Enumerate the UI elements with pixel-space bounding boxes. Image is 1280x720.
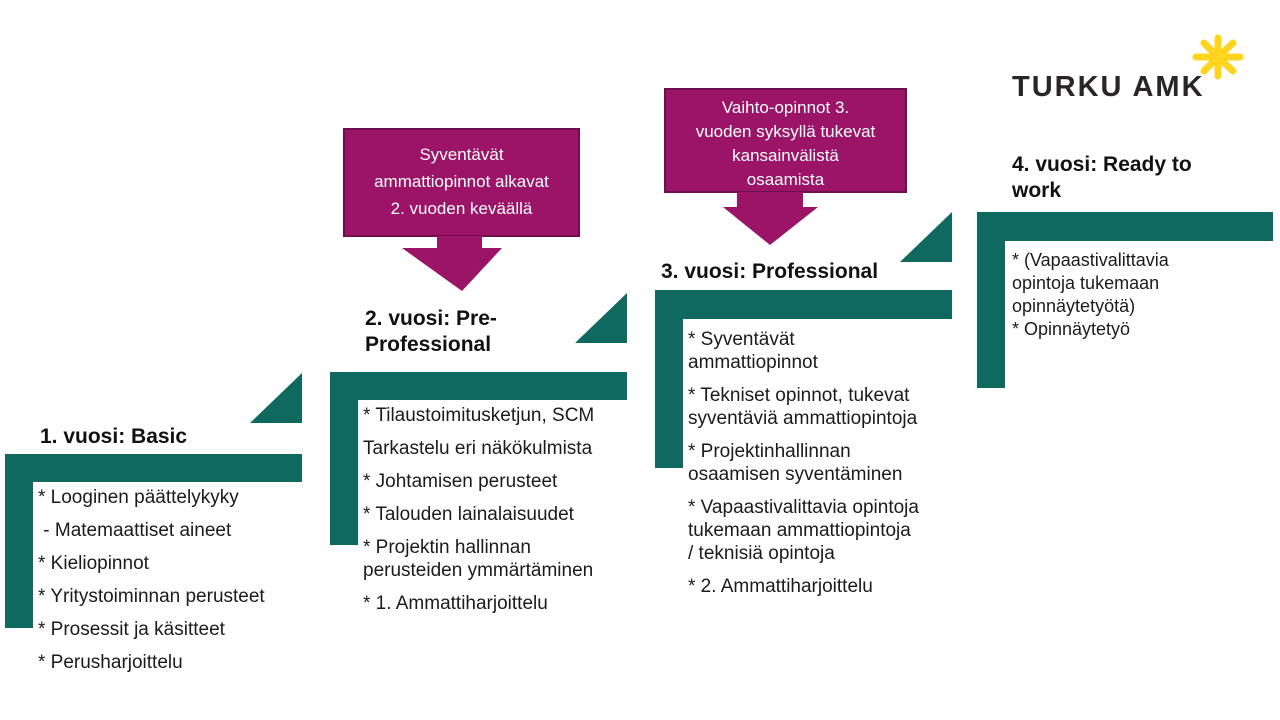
list-item [38,519,308,542]
text-line: * Vapaastivalittavia opintoja [688,497,919,518]
step-2-corner-triangle [575,293,627,343]
text-line: work [1012,179,1062,202]
list-item [688,496,960,565]
step-3-title [661,259,878,285]
step-1-corner-triangle [250,373,302,423]
text-line: * Tilaustoimitusketjun, SCM [363,405,595,426]
text-line: * Syventävät [688,329,795,350]
step-3-top-bar [655,290,952,319]
step-3-corner-triangle [900,212,952,262]
list-item [688,328,960,374]
text-line: 4. vuosi: Ready to [1012,153,1192,176]
text-line: Syventävät [419,145,504,164]
text-line: 2. vuoden keväällä [390,199,533,218]
step-3-left-bar [655,290,683,468]
text-line: osaamisen syventäminen [688,464,903,485]
callout-deepening-studies [343,128,580,237]
text-line: * Projektinhallinnan [688,441,851,462]
step-2-top-bar [330,372,627,400]
text-line: Professional [365,333,492,356]
text-line: ammattiopinnot alkavat [374,172,549,191]
step-1-list [38,486,308,684]
down-arrow-icon [402,236,502,291]
list-item [688,440,960,486]
list-item [363,404,631,427]
text-line: * 2. Ammattiharjoittelu [688,576,873,597]
list-item [363,503,631,526]
text-line: 1. vuosi: Basic [40,425,188,448]
list-item [38,651,308,674]
step-1-title [40,424,187,450]
text-line: osaamista [746,170,825,189]
step-4-list [1012,249,1272,341]
list-item [363,437,631,460]
text-line: * Talouden lainalaisuudet [363,504,574,525]
text-line: ammattiopinnot [688,352,818,373]
text-line: 2. vuosi: Pre- [365,307,497,330]
step-3-list [688,328,960,608]
step-4-title [1012,152,1192,204]
text-line: - Matemaattiset aineet [38,520,232,541]
step-4-left-bar [977,212,1005,388]
text-line: kansainvälistä [732,146,839,165]
text-line: tukemaan ammattiopintoja [688,520,911,541]
text-line: * 1. Ammattiharjoittelu [363,593,548,614]
text-line: perusteiden ymmärtäminen [363,560,594,581]
list-item [688,384,960,430]
text-line: * (Vapaastivalittavia [1012,250,1169,270]
callout-exchange-studies [664,88,907,193]
step-1-left-bar [5,454,33,628]
text-line: opintoja tukemaan [1012,273,1160,293]
list-item [38,486,308,509]
text-line: * Projektin hallinnan [363,537,531,558]
text-line: / teknisiä opintoja [688,543,835,564]
step-2-list [363,404,631,625]
text-line: * Perusharjoittelu [38,652,183,673]
step-4-top-bar [977,212,1273,241]
list-item [38,618,308,641]
text-line: * Kieliopinnot [38,553,149,574]
step-1-top-bar [5,454,302,482]
text-line: * Prosessit ja käsitteet [38,619,225,640]
text-line: syventäviä ammattiopintoja [688,408,918,429]
list-item [38,552,308,575]
list-item [688,575,960,598]
text-line: 3. vuosi: Professional [661,260,879,283]
step-2-left-bar [330,372,358,545]
list-item [1012,318,1272,341]
text-line: * Johtamisen perusteet [363,471,558,492]
list-item [363,470,631,493]
text-line: * Tekniset opinnot, tukevat [688,385,910,406]
text-line: Vaihto-opinnot 3. [721,98,850,117]
text-line: * Opinnäytetyö [1012,319,1131,339]
logo-text: TURKU AMK [1012,71,1205,103]
down-arrow-icon [723,192,818,245]
text-line: * Yritystoiminnan perusteet [38,586,265,607]
text-line: * Looginen päättelykyky [38,487,239,508]
text-line: Tarkastelu eri näkökulmista [363,438,593,459]
text-line: vuoden syksyllä tukevat [695,122,876,141]
list-item [38,585,308,608]
list-item [363,592,631,615]
list-item [363,536,631,582]
text-line: opinnäytetyötä) [1012,296,1136,316]
list-item [1012,249,1272,318]
step-2-title [365,306,497,358]
